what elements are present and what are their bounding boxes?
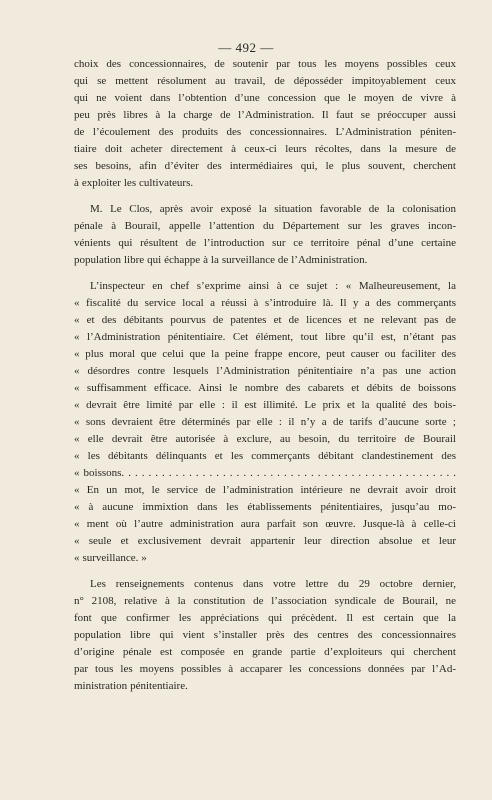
text-line: « désordres contre lesquels l’Administration pénitentiaire n’a pas une action [74,365,456,377]
paragraph [74,576,456,695]
text-line: « ment où l’autre administration aura parfait son œuvre. Jusque-là à celle-ci [74,518,456,530]
text-line: choix des concessionnaires, de soutenir par tous les moyens possibles ceux [74,58,456,70]
page-number: — 492 — [218,40,274,55]
text-line: qui se mettent résolument au travail, de déposséder impitoyablement ceux [74,75,456,87]
text-line: « suffisamment efficace. Ainsi le nombre des cabarets et débits de boissons [74,382,456,394]
text-line: font que confirmer les appréciations qui précèdent. Il est certain que la [74,612,456,624]
text-line: « En un mot, le service de l’administration intérieure ne devrait avoir droit [74,484,456,496]
text-line: à exploiter les cultivateurs. [74,177,194,189]
text-line: L’inspecteur en chef s’exprime ainsi à ce sujet : « Malheureusement, la [90,280,456,292]
text-line: de l’écoulement des produits des concessionnaires. L’Administration péniten- [74,126,456,138]
paragraph [74,201,456,269]
text-line: qui ne voient dans l’obtention d’une concession que le moyen de vivre à [74,92,456,104]
text-line: d’origine pénale est composée en grande partie d’exploiteurs qui cherchent [74,646,456,658]
text-line: par tous les moyens possibles à accaparer les concessions données par l’Ad- [74,663,456,675]
text-line: « boissons. . . . . . . . . . . . . . . . . . . . . . . . . . . . . . . . . . . . . . . . . . . . . . . . . . [74,467,456,479]
text-line: tiaire doit acheter directement à ceux-ci leurs récoltes, dans la mesure de [74,143,456,155]
text-line: « plus moral que celui que la peine frappe encore, peut causer ou faciliter des [74,348,456,360]
text-line: M. Le Clos, après avoir exposé la situation favorable de la colonisation [90,203,456,215]
text-line: « surveillance. » [74,552,147,564]
text-line: « et des débitants pourvus de patentes et de licences et ne relevant pas de [74,314,456,326]
text-line: ses besoins, afin d’éviter des intermédiaires qui, le plus souvent, cherchent [74,160,456,172]
text-line: peu près libres à la charge de l’Administration. Il faut se préoccuper aussi [74,109,456,121]
text-line: « fiscalité du service local a réussi à s’introduire là. Il y a des commerçants [74,297,456,309]
text-line: « à aucune immixtion dans les établissements pénitentiaires, jusqu’au mo- [74,501,456,513]
text-line: population libre qui échappe à la surveillance de l’Administration. [74,254,368,266]
text-line: ministration pénitentiaire. [74,680,188,692]
paragraph [74,278,456,567]
text-line: « devrait être limité par elle : il est illimité. Le prix et la qualité des bois- [74,399,456,411]
text-line: pénale à Bourail, appelle l’attention du Département sur les graves incon- [74,220,456,232]
text-line: population libre qui vient s’installer près des centres des concessionnaires [74,629,456,641]
body-text [74,56,456,704]
text-line: n° 2108, relative à la constitution de l’association syndicale de Bourail, ne [74,595,456,607]
text-line: Les renseignements contenus dans votre lettre du 29 octobre dernier, [90,578,456,590]
text-line: « l’Administration pénitentiaire. Cet élément, tout libre qu’il est, n’étant pas [74,331,456,343]
text-line: « les débitants délinquants et les commerçants débitant clandestinement des [74,450,456,462]
text-line: vénients qui résultent de l’introduction sur ce territoire pénal d’une certaine [74,237,456,249]
text-line: « seule et exclusivement devrait appartenir leur direction absolue et leur [74,535,456,547]
paragraph [74,56,456,192]
text-line: « sons devraient être déterminés par elle : il n’y a de tarifs d’aucune sorte ; [74,416,456,428]
text-line: « elle devrait être autorisée à exclure, au besoin, du territoire de Bourail [74,433,456,445]
